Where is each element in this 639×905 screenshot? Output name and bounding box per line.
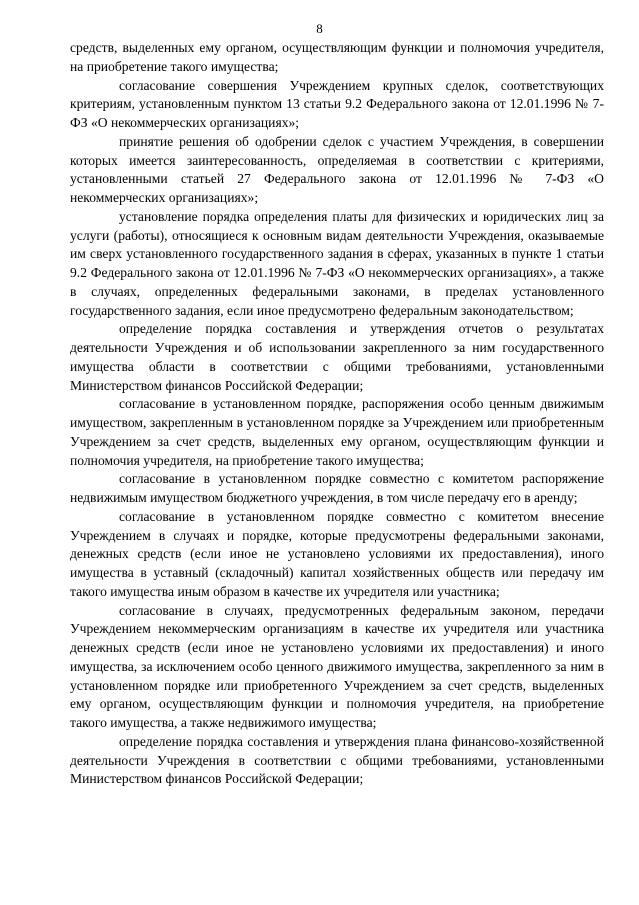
document-body: [70, 39, 604, 789]
paragraph-interested-transactions: принятие решения об одобрении сделок с участием Учреждения, в совершении которых имеется заинтересованность, определяемая в соответствии с критериями, установленными статьей 27 Федерального закона от 12.01.1996 № 7-ФЗ «О некоммерческих организациях»;: [70, 133, 604, 205]
paragraph-movable-property: согласование в установленном порядке, распоряжения особо ценным движимым имуществом, закрепленным в установленном порядке за Учреждением или приобретенным Учреждением за счет средств, выделенных ему органом, осуществляющим функции и полномочия учредителя, на приобретение такого имущества;: [70, 396, 604, 468]
paragraph-financial-plan: определение порядка составления и утверждения плана финансово-хозяйственной деятельности Учреждения в соответствии с общими требованиями, установленными Министерством финансов Российской Федерации;: [70, 733, 604, 787]
paragraph-real-estate: согласование в установленном порядке совместно с комитетом распоряжение недвижимым имуществом бюджетного учреждения, в том числе передачу его в аренду;: [70, 471, 604, 505]
paragraph-capital-contribution: согласование в установленном порядке совместно с комитетом внесение Учреждением в случаях и порядке, которые предусмотрены федеральными законами, денежных средств (если иное не установлено условиями их предоставления), иного имущества в уставный (складочный) капитал хозяйственных обществ или передачу им такого имущества иным образом в качестве их учредителя или участника;: [70, 508, 604, 599]
page-number: 8: [316, 21, 323, 36]
paragraph-continued: средств, выделенных ему органом, осуществляющим функции и полномочия учредителя, на приобретение такого имущества;: [70, 40, 604, 74]
paragraph-nonprofit-transfers: согласование в случаях, предусмотренных федеральным законом, передачи Учреждением некоммерческим организациям в качестве их учредителя или участника денежных средств (если иное не установлено условиями их предоставления) и иного имущества, за исключением особо ценного движимого имущества, закрепленного за ним в установленном порядке или приобретенного Учреждением за счет средств, выделенных ему органом, осуществляющим функции и полномочия учредителя, на приобретение такого имущества, а также недвижимого имущества;: [70, 602, 604, 730]
paragraph-service-fees: установление порядка определения платы для физических и юридических лиц за услуги (работы), относящиеся к основным видам деятельности Учреждения, оказываемые им сверх установленного государственного задания в сферах, указанных в пункте 1 статьи 9.2 Федерального закона от 12.01.1996 № 7-ФЗ «О некоммерческих организациях», а также в случаях, определенных федеральными законами, в пределах установленного государственного задания, если иное предусмотрено федеральным законодательством;: [70, 208, 604, 318]
paragraph-major-transactions-approval: согласование совершения Учреждением крупных сделок, соответствующих критериям, установленным пунктом 13 статьи 9.2 Федерального закона от 12.01.1996 № 7-ФЗ «О некоммерческих организациях»;: [70, 77, 604, 130]
paragraph-activity-reports: определение порядка составления и утверждения отчетов о результатах деятельности Учреждения и об использовании закрепленного за ним государственного имущества области в соответствии с общими требованиями, установленными Министерством финансов Российской Федерации;: [70, 321, 604, 393]
